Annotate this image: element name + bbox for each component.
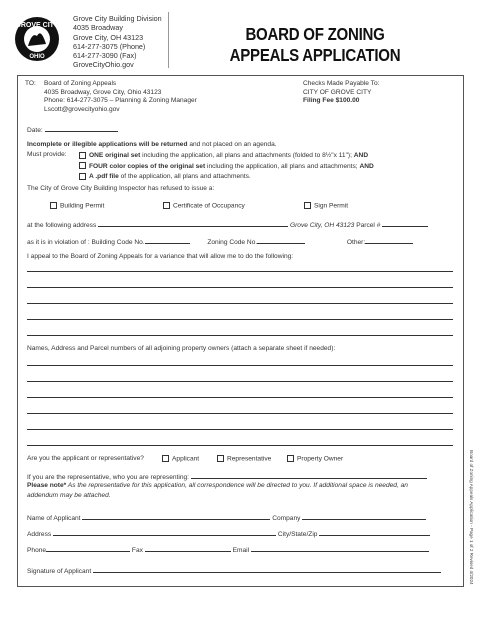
city-label: Grove City, OH 43123: [289, 222, 355, 229]
address-city-row: [27, 528, 430, 539]
representing-field[interactable]: [191, 471, 427, 479]
option-label: Sign Permit: [314, 202, 349, 210]
representing-label: If you are the representative, who you are representing:: [27, 474, 190, 481]
checkbox[interactable]: [162, 455, 169, 462]
signature-label: Signature of Applicant: [27, 568, 92, 575]
checkbox[interactable]: [79, 152, 86, 159]
city-state-zip-field[interactable]: [319, 528, 430, 536]
item-rest: of the application, all plans and attachments.: [118, 173, 251, 180]
permit-option-occupancy[interactable]: [163, 202, 245, 210]
appeal-line[interactable]: [27, 303, 453, 304]
must-provide-item: [79, 151, 374, 162]
company-field[interactable]: [302, 512, 426, 520]
option-label: Property Owner: [297, 455, 344, 463]
appeal-line[interactable]: [27, 287, 453, 288]
company-label: Company: [272, 515, 301, 522]
contact-line: GroveCityOhio.gov: [73, 60, 134, 70]
address-field[interactable]: [98, 219, 288, 227]
item-bold: A .pdf file: [89, 173, 119, 180]
checkbox[interactable]: [79, 162, 86, 169]
must-provide-label: Must provide:: [27, 151, 67, 158]
checkbox[interactable]: [79, 173, 86, 180]
page-footer-vertical: Board of Zoning Appeals Application - Page 1 of 2 Revised 4/2024: [469, 450, 474, 585]
violation-row: [27, 236, 413, 247]
fax-label: Fax: [131, 547, 143, 554]
item-bold: FOUR color copies of the original set: [89, 162, 206, 170]
phone-fax-email-row: [27, 544, 429, 555]
phone-field[interactable]: [46, 544, 130, 552]
name-label: Name of Applicant: [27, 515, 81, 522]
adjoining-line[interactable]: [27, 445, 453, 446]
note-line-2: addendum may be attached.: [27, 492, 111, 499]
item-tail: AND: [359, 162, 374, 170]
name-field[interactable]: [82, 512, 270, 520]
permit-option-sign[interactable]: [304, 202, 348, 210]
inspector-text: The City of Grove City Building Inspector has refused to issue a:: [27, 185, 215, 192]
checkbox[interactable]: [50, 202, 57, 209]
contact-line: Grove City, OH 43123: [73, 32, 144, 42]
role-option-applicant[interactable]: [162, 455, 199, 463]
address-row: [27, 219, 428, 230]
note-bold: Please note*: [27, 482, 67, 489]
building-code-field[interactable]: [145, 236, 190, 244]
checkbox[interactable]: [287, 455, 294, 462]
to-line: Phone: 614-277-3075 – Planning & Zoning Manager: [44, 97, 197, 104]
division-contact-info: [73, 14, 162, 70]
other-field[interactable]: [365, 236, 413, 244]
appeal-line[interactable]: [27, 319, 453, 320]
applicant-address-label: Address: [27, 531, 52, 538]
signature-row: [27, 565, 441, 576]
title-line-2: APPEALS APPLICATION: [229, 45, 401, 65]
checkbox[interactable]: [217, 455, 224, 462]
must-provide-list: [79, 151, 374, 183]
must-provide-item: [79, 162, 374, 173]
incomplete-rest: and not placed on an agenda.: [187, 141, 277, 148]
email-field[interactable]: [251, 544, 429, 552]
document-title: [220, 24, 409, 66]
adjoining-text: Names, Address and Parcel numbers of all adjoining property owners (attach a separate sheet if needed):: [27, 345, 336, 352]
payment-info: [303, 80, 379, 106]
option-label: Certificate of Occupancy: [173, 202, 245, 210]
logo-text-top: GROVE CITY: [15, 22, 59, 29]
representative-note: [27, 482, 408, 490]
payable-to: CITY OF GROVE CITY: [303, 88, 372, 96]
phone-label: Phone: [27, 547, 47, 554]
option-label: Applicant: [172, 455, 200, 463]
fax-field[interactable]: [145, 544, 231, 552]
checkbox[interactable]: [163, 202, 170, 209]
item-tail: AND: [353, 152, 369, 159]
other-label: Other:: [346, 239, 366, 246]
item-bold: ONE original set: [89, 152, 141, 159]
zoning-code-field[interactable]: [257, 236, 305, 244]
header-divider: [168, 12, 169, 68]
email-label: Email: [232, 547, 250, 554]
contact-line: 4035 Broadway: [73, 23, 123, 33]
grove-city-seal-logo: [14, 16, 60, 62]
applicant-address-field[interactable]: [53, 528, 276, 536]
date-field[interactable]: [45, 124, 118, 132]
permit-option-building[interactable]: [50, 202, 104, 210]
note-line-1: As the representative for this application, all correspondence will be directed to you. If additional space is needed, an: [66, 482, 408, 489]
option-label: Representative: [227, 455, 272, 463]
zoning-code-label: Zoning Code No.: [207, 239, 258, 246]
filing-fee: Filing Fee $100.00: [303, 97, 360, 104]
role-option-owner[interactable]: [287, 455, 343, 463]
adjoining-line[interactable]: [27, 365, 453, 366]
signature-field[interactable]: [93, 565, 441, 573]
to-address-block: [44, 80, 197, 114]
to-line: 4035 Broadway, Grove City, Ohio 43123: [44, 88, 162, 96]
appeal-line[interactable]: [27, 271, 453, 272]
contact-line: 614-277-3075 (Phone): [73, 41, 146, 51]
address-label: at the following address: [27, 222, 97, 229]
contact-line: Grove City Building Division: [73, 14, 162, 23]
to-label: TO:: [25, 80, 36, 87]
parcel-label: Parcel #: [356, 222, 381, 229]
option-label: Building Permit: [60, 202, 105, 210]
item-rest: including the application, all plans and attachments;: [205, 162, 360, 170]
payable-label: Checks Made Payable To:: [303, 80, 380, 87]
checkbox[interactable]: [304, 202, 311, 209]
applicant-question: Are you the applicant or representative?: [27, 455, 144, 462]
title-line-1: BOARD OF ZONING: [245, 24, 385, 44]
date-row: [27, 124, 118, 135]
role-option-representative[interactable]: [217, 455, 271, 463]
date-label: Date:: [27, 127, 43, 134]
building-code-label: as it is in violation of : Building Code No.: [27, 239, 145, 246]
parcel-field[interactable]: [382, 219, 428, 227]
appeal-line[interactable]: [27, 335, 453, 336]
adjoining-line[interactable]: [27, 397, 453, 398]
adjoining-line[interactable]: [27, 429, 453, 430]
adjoining-line[interactable]: [27, 381, 453, 382]
adjoining-line[interactable]: [27, 413, 453, 414]
incomplete-notice: [27, 141, 277, 149]
representing-row: [27, 471, 427, 482]
appeal-text: I appeal to the Board of Zoning Appeals for a variance that will allow me to do the following:: [27, 253, 294, 260]
contact-line: 614-277-3090 (Fax): [73, 51, 137, 61]
logo-text-bottom: OHIO: [29, 54, 45, 60]
must-provide-item: [79, 172, 374, 183]
city-state-zip-label: City/State/Zip: [277, 531, 318, 538]
item-rest: including the application, all plans and attachments (folded to 8½"x 11");: [140, 152, 354, 159]
incomplete-bold: Incomplete or illegible applications will be returned: [27, 141, 188, 148]
to-line: Board of Zoning Appeals: [44, 80, 117, 87]
to-line: Lscott@grovecityohio.gov: [44, 105, 120, 113]
name-company-row: [27, 512, 426, 523]
